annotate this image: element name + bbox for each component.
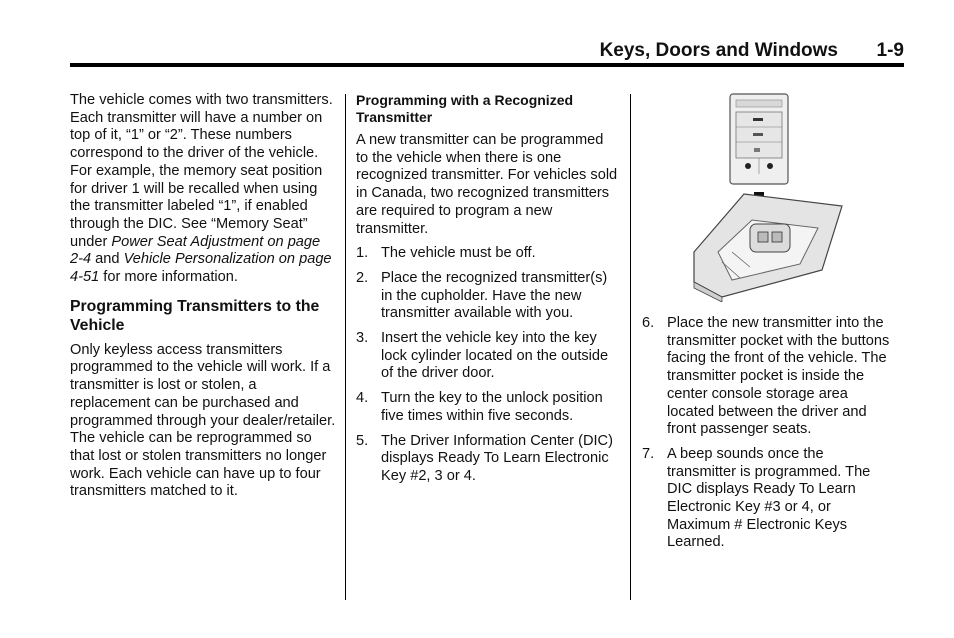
conjunction-text: and xyxy=(95,251,120,268)
header-rule xyxy=(70,63,904,67)
list-item xyxy=(356,390,618,425)
step-number: 1. xyxy=(356,245,369,262)
list-item xyxy=(356,270,618,323)
list-item xyxy=(356,330,618,383)
body-paragraph: Only keyless access transmitters programmed to the vehicle will work. If a transmitter is lost or stolen, a replacement can be purchased and programmed through your dealer/retailer. The vehicle can be reprogrammed so that lost or stolen transmitters no longer work. Each vehicle can have up to four transmitters matched to it. xyxy=(70,341,336,500)
intro-text: The vehicle comes with two transmitters. Each transmitter will have a number on top of it, “1” or “2”. These numbers correspond to the driver of the vehicle. For example, the memory seat position for driver 1 will be recalled when using the transmitter labeled “1”, if enabled through the DIC. See “Memory Seat” under xyxy=(70,92,333,250)
step-number: 4. xyxy=(356,390,369,407)
list-item xyxy=(356,433,618,486)
step-text: Place the new transmitter into the transmitter pocket with the buttons facing the front of the vehicle. The transmitter pocket is inside the center console storage area located between the driver and front passenger seats. xyxy=(667,315,890,438)
step-text: Turn the key to the unlock position five times within five seconds. xyxy=(381,390,603,424)
step-text: The vehicle must be off. xyxy=(381,245,536,262)
column-left xyxy=(70,92,336,501)
column-divider xyxy=(345,94,346,600)
cross-reference-link[interactable]: Power Seat Adjustment on page 2-4 xyxy=(70,233,321,268)
step-number: 3. xyxy=(356,330,369,347)
transmitter-pocket-illustration xyxy=(692,92,844,302)
list-item xyxy=(642,446,894,552)
step-number: 7. xyxy=(642,445,655,462)
subheading: Programming with a Recognized Transmitter xyxy=(356,92,574,125)
step-text: Place the recognized transmitter(s) in the cupholder. Have the new transmitter available with you. xyxy=(381,269,608,322)
column-right xyxy=(642,308,894,552)
body-paragraph: A new transmitter can be programmed to the vehicle when there is one recognized transmitter. For vehicles sold in Canada, two recognized transmitters are required to program a new transmitter. xyxy=(356,132,618,237)
step-list xyxy=(356,245,618,485)
step-text: Insert the vehicle key into the key lock cylinder located on the outside of the driver door. xyxy=(381,330,609,382)
step-number: 2. xyxy=(356,269,369,286)
page-number: 1-9 xyxy=(876,40,904,61)
section-heading: Programming Transmitters to the Vehicle xyxy=(70,297,320,334)
step-text: A beep sounds once the transmitter is programmed. The DIC displays Ready To Learn Electronic Key #3 or 4, or Maximum # Electronic Keys Learned. xyxy=(667,445,871,551)
column-divider xyxy=(630,94,631,600)
page-header xyxy=(70,40,904,62)
step-number: 6. xyxy=(642,315,655,331)
intro-text-end: for more information. xyxy=(103,269,238,286)
column-middle xyxy=(356,92,618,486)
cross-reference-link[interactable]: Vehicle Personalization on page 4-51 xyxy=(70,251,332,286)
list-item xyxy=(642,315,894,439)
step-number: 5. xyxy=(356,432,369,449)
list-item xyxy=(356,245,618,263)
step-text: The Driver Information Center (DIC) displays Ready To Learn Electronic Key #2, 3 or 4. xyxy=(381,432,613,484)
step-list xyxy=(642,315,894,552)
section-title: Keys, Doors and Windows xyxy=(599,40,838,61)
intro-paragraph xyxy=(70,92,336,287)
